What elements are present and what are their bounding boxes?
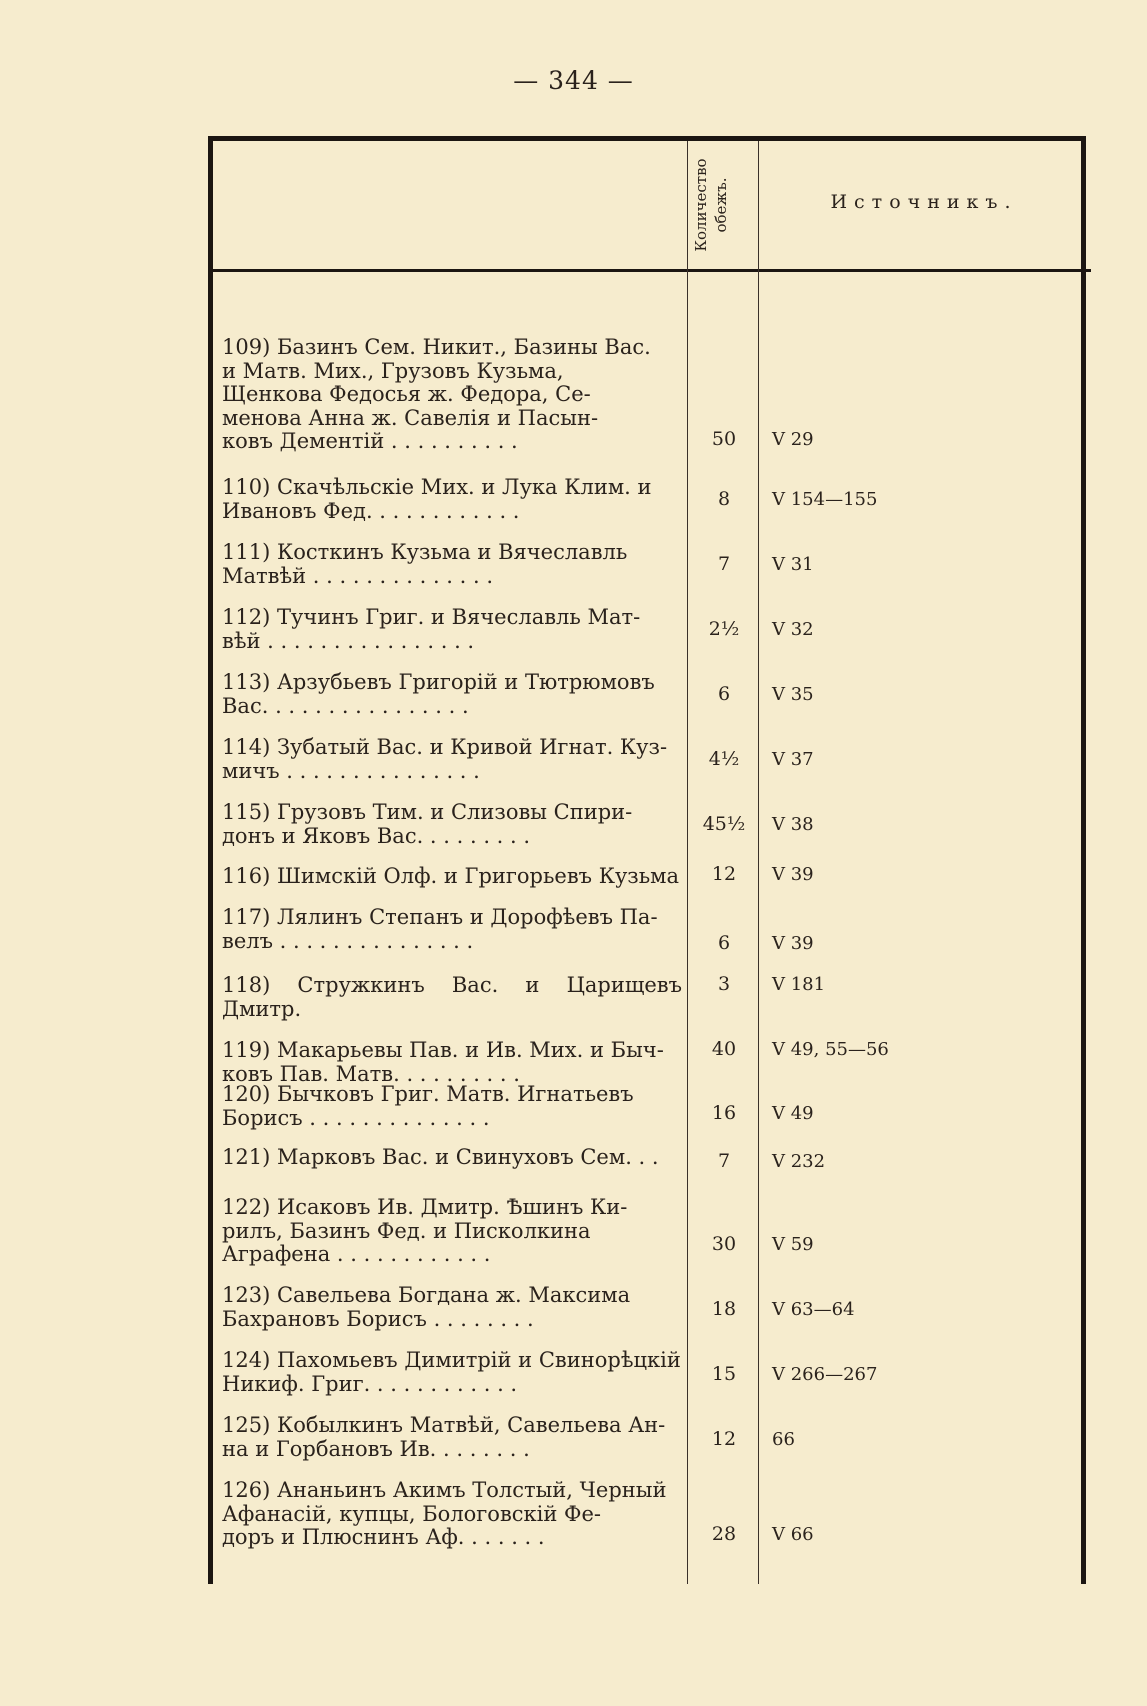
entry-quantity: 50 <box>711 428 737 450</box>
entry-quantity: 45½ <box>702 813 746 835</box>
entry-quantity: 6 <box>717 932 731 954</box>
entry-quantity: 16 <box>711 1102 737 1124</box>
entry-source: V 66 <box>772 1524 814 1545</box>
entry-names: 118) Стружкинъ Вас. и Царищевъ Дмитр. <box>222 973 682 1021</box>
entry-source: V 29 <box>772 429 814 450</box>
entry-names: 113) Арзубьевъ Григорій и Тютрюмовъ Вас. . . . . . . . . . . . . . . . <box>222 670 655 718</box>
entry-source: V 38 <box>772 814 814 835</box>
entry-quantity: 15 <box>711 1363 737 1385</box>
entry-source: V 39 <box>772 933 814 954</box>
column-rule-quantity <box>687 141 688 1584</box>
entry-quantity: 4½ <box>708 748 740 770</box>
entry-source: V 49 <box>772 1103 814 1124</box>
entry-names: 110) Скачѣльскіе Мих. и Лука Клим. и Ивановъ Фед. . . . . . . . . . . . <box>222 475 652 523</box>
entry-quantity: 12 <box>711 863 737 885</box>
entry-names: 122) Исаковъ Ив. Дмитр. Ѣшинъ Ки- рилъ, Базинъ Фед. и Писколкина Аграфена . . . . . . . . . . . . <box>222 1195 628 1266</box>
entry-source: V 59 <box>772 1234 814 1255</box>
entry-source: V 49, 55—56 <box>772 1039 889 1060</box>
column-rule-source <box>758 141 759 1584</box>
entry-quantity: 3 <box>717 973 731 995</box>
header-rule <box>213 269 1091 272</box>
entry-names: 111) Косткинъ Кузьма и Вячеславль Матвѣй . . . . . . . . . . . . . . <box>222 540 628 588</box>
entry-names: 120) Бычковъ Григ. Матв. Игнатьевъ Борисъ . . . . . . . . . . . . . . <box>222 1082 634 1130</box>
entry-source: V 32 <box>772 619 814 640</box>
entry-quantity: 40 <box>711 1038 737 1060</box>
entry-names: 112) Тучинъ Григ. и Вячеславль Мат- вѣй . . . . . . . . . . . . . . . . <box>222 605 641 653</box>
entry-quantity: 7 <box>717 553 731 575</box>
entry-names: 114) Зубатый Вас. и Кривой Игнат. Куз- мичъ . . . . . . . . . . . . . . . <box>222 735 668 783</box>
entry-quantity: 30 <box>711 1233 737 1255</box>
entry-source: V 181 <box>772 974 826 995</box>
entry-names: 123) Савельева Богдана ж. Максима Бахрановъ Борисъ . . . . . . . . <box>222 1283 631 1331</box>
page-number: — 344 — <box>513 66 634 95</box>
entry-source: V 31 <box>772 554 814 575</box>
entry-quantity: 28 <box>711 1523 737 1545</box>
entry-quantity: 8 <box>717 488 731 510</box>
entry-names: 119) Макарьевы Пав. и Ив. Мих. и Быч- ковъ Пав. Матв. . . . . . . . . . <box>222 1038 664 1086</box>
entry-quantity: 12 <box>711 1428 737 1450</box>
entry-names: 116) Шимскій Олф. и Григорьевъ Кузьма <box>222 864 680 888</box>
header-source: Источникъ. <box>830 191 1018 213</box>
entry-names: 125) Кобылкинъ Матвѣй, Савельева Ан- на и Горбановъ Ив. . . . . . . . <box>222 1413 666 1461</box>
header-quantity-label: Количество обежъ. <box>692 158 730 252</box>
entry-names: 124) Пахомьевъ Димитрій и Свинорѣцкій Никиф. Григ. . . . . . . . . . . . <box>222 1348 681 1396</box>
entry-names: 109) Базинъ Сем. Никит., Базины Вас. и Матв. Мих., Грузовъ Кузьма, Щенкова Федосья ж. Федора, Се- менова Анна ж. Савелія и Пасын- ковъ Дементій . . . . . . . . . . <box>222 335 651 453</box>
entry-quantity: 7 <box>717 1150 731 1172</box>
header-quantity <box>691 141 755 269</box>
entry-source: V 232 <box>772 1151 826 1172</box>
entry-source: V 266—267 <box>772 1364 878 1385</box>
entry-source: V 39 <box>772 864 814 885</box>
entry-names: 126) Ананьинъ Акимъ Толстый, Черный Афанасій, купцы, Бологовскій Фе- доръ и Плюснинъ Аф. . . . . . . <box>222 1478 667 1549</box>
entry-names: 117) Лялинъ Степанъ и Дорофѣевъ Па- велъ . . . . . . . . . . . . . . . <box>222 905 658 953</box>
entry-source: V 35 <box>772 684 814 705</box>
entry-source: 66 <box>772 1429 795 1450</box>
entry-names: 115) Грузовъ Тим. и Слизовы Спири- донъ и Яковъ Вас. . . . . . . . . <box>222 800 633 848</box>
entry-source: V 37 <box>772 749 814 770</box>
entry-source: V 154—155 <box>772 489 878 510</box>
entry-names: 121) Марковъ Вас. и Свинуховъ Сем. . . <box>222 1145 659 1169</box>
entry-source: V 63—64 <box>772 1299 855 1320</box>
entry-quantity: 6 <box>717 683 731 705</box>
entry-quantity: 2½ <box>708 618 740 640</box>
entry-quantity: 18 <box>711 1298 737 1320</box>
